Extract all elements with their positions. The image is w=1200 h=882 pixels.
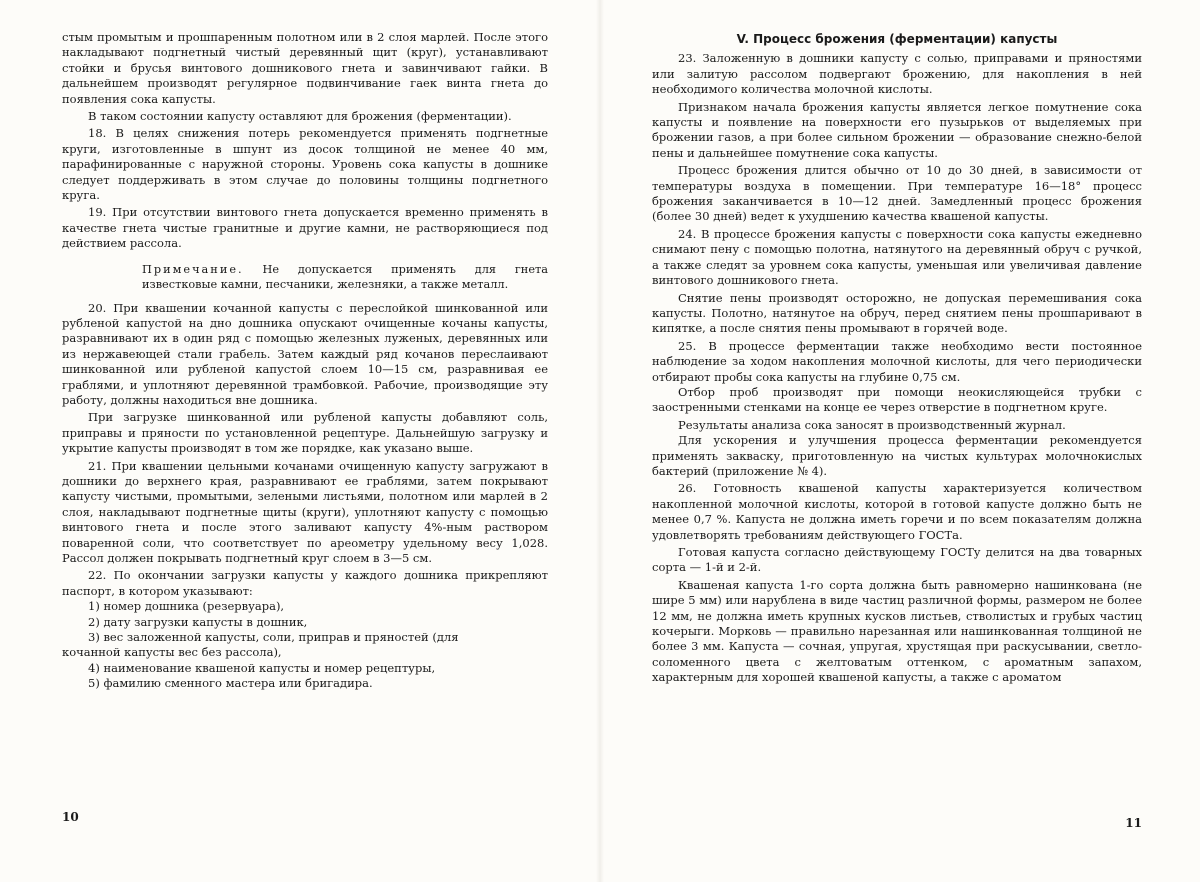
section-title: V. Процесс брожения (ферментации) капусты xyxy=(736,32,1058,46)
paragraph: 24. В процессе брожения капусты с поверхности сока капусты ежедневно снимают пену с помощью полотна, натянутого на деревянный обруч с ручкой, а также следят за уровнем сока капусты, уменьшая или увеличивая давление винтового дошникового гнета. xyxy=(652,226,1142,288)
note-label: Примечание. xyxy=(142,262,244,276)
page-number: 11 xyxy=(1125,816,1142,830)
paragraph: стым промытым и прошпаренным полотном или в 2 слоя марлей. После этого накладывают подгнетный чистый деревянный щит (круг), устанавливают стойки и брусья винтового дошникового гнета и завинчивают гайки. В дальнейшем производят регулярное подвинчивание гаек винта гнета до появления сока капусты. xyxy=(62,30,548,106)
paragraph: 20. При квашении кочанной капусты с переслойкой шинкованной или рубленой капустой на дно дошника опускают очищенные кочаны капусты, разравнивают их в один ряд с помощью железных луженых, деревянных или из нержавеющей стали грабель. Затем каждый ряд кочанов переслаивают шинкованной или рубленой капустой слоем 10—15 см, разравнивая ее граблями, и уплотняют деревянной трамбовкой. Рабочие, производящие эту работу, должны находиться вне дошника. xyxy=(62,300,548,407)
paragraph: 21. При квашении цельными кочанами очищенную капусту загружают в дошники до верхнего края, разравнивают ее граблями, затем покрывают капусту чистыми, промытыми, зелеными листьями, полотном или марлей в 2 слоя, накладывают подгнетные щиты (круги), уплотняют капусту с помощью винтового гнета и после этого заливают капусту 4%-ным раствором поваренной соли, что соответствует по ареометру удельному весу 1,028. Рассол должен покрывать подгнетный круг слоем в 3—5 см. xyxy=(62,458,548,565)
paragraph: Квашеная капуста 1-го сорта должна быть равномерно нашинкована (не шире 5 мм) или нарублена в виде частиц различной формы, размером не более 12 мм, не должна иметь крупных кусков листьев, стволистых и грубых частиц кочерыги. Морковь — правильно нарезанная или нашинкованная толщиной не более 3 мм. Капуста — сочная, упругая, хрустящая при раскусывании, светло-соломенного цвета с желтоватым оттенком, с ароматным запахом, характерным для хорошей квашеной капусты, а также с ароматом xyxy=(652,577,1142,685)
paragraph: При загрузке шинкованной или рубленой капусты добавляют соль, приправы и пряности по установленной рецептуре. Дальнейшую загрузку и укрытие капусты производят в том же порядке, как указано выше. xyxy=(62,410,548,456)
list-item: кочанной капусты вес без рассола), xyxy=(62,645,282,660)
paragraph: 22. По окончании загрузки капусты у каждого дошника прикрепляют паспорт, в котором указывают: xyxy=(62,568,548,598)
paragraph: В таком состоянии капусту оставляют для брожения (ферментации). xyxy=(88,109,512,124)
note-text: Не допускается применять для гнета известковые камни, песчаники, железняки, а также металл. xyxy=(142,262,548,292)
paragraph: Отбор проб производят при помощи неокисляющейся трубки с заостренными стенками на конце ее через отверстие в подгнетном круге. xyxy=(652,384,1142,415)
list-item: 5) фамилию сменного мастера или бригадира. xyxy=(88,676,373,691)
note xyxy=(142,262,548,293)
paragraph: 19. При отсутствии винтового гнета допускается временно применять в качестве гнета чистые гранитные и другие камни, не растворяющиеся под действием рассола. xyxy=(62,205,548,251)
page-number: 10 xyxy=(62,810,79,824)
paragraph: Признаком начала брожения капусты является легкое помутнение сока капусты и появление на поверхности его пузырьков от выделяемых при брожении газов, а при более сильном брожении — образование снежно-белой пены и дальнейшее помутнение сока капусты. xyxy=(652,99,1142,160)
list-item: 1) номер дошника (резервуара), xyxy=(88,599,285,614)
paragraph: Снятие пены производят осторожно, не допуская перемешивания сока капусты. Полотно, натянутое на обруч, перед снятием пены прошпаривают в кипятке, а после снятия пены промывают в горячей воде. xyxy=(652,290,1142,336)
paragraph: Для ускорения и улучшения процесса ферментации рекомендуется применять закваску, приготовленную на чистых культурах молочнокислых бактерий (приложение № 4). xyxy=(652,433,1142,478)
list-item: 3) вес заложенной капусты, соли, приправ и пряностей (для xyxy=(88,630,459,645)
list-item: 2) дату загрузки капусты в дошник, xyxy=(88,614,308,629)
paragraph: Результаты анализа сока заносят в производственный журнал. xyxy=(678,417,1066,432)
right-page xyxy=(600,0,1200,882)
list-item: 4) наименование квашеной капусты и номер рецептуры, xyxy=(88,660,436,675)
paragraph: 23. Заложенную в дошники капусту с солью, приправами и пряностями или залитую рассолом подвергают брожению, для накопления в ней необходимого количества молочной кислоты. xyxy=(652,51,1142,97)
paragraph: Готовая капуста согласно действующему ГОСТу делится на два товарных сорта — 1-й и 2-й. xyxy=(652,545,1142,575)
paragraph: 25. В процессе ферментации также необходимо вести постоянное наблюдение за ходом накопления молочной кислоты, для чего периодически отбирают пробы сока капусты на глубине 0,75 см. xyxy=(652,338,1142,384)
paragraph: 26. Готовность квашеной капусты характеризуется количеством накопленной молочной кислоты, которой в готовой капусте должно быть не менее 0,7 %. Капуста не должна иметь горечи и по всем показателям должна удовлетворять требованиям действующего ГОСТа. xyxy=(652,481,1142,542)
paragraph: Процесс брожения длится обычно от 10 до 30 дней, в зависимости от температуры воздуха в помещении. При температуре 16—18° процесс брожения заканчивается в 10—12 дней. Замедленный процесс брожения (более 30 дней) ведет к ухудшению качества квашеной капусты. xyxy=(652,163,1142,224)
paragraph: 18. В целях снижения потерь рекомендуется применять подгнетные круги, изготовленные в шпунт из досок толщиной не менее 40 мм, парафинированные с наружной стороны. Уровень сока капусты в дошнике следует поддерживать в этом случае до половины толщины подгнетного круга. xyxy=(62,126,548,203)
